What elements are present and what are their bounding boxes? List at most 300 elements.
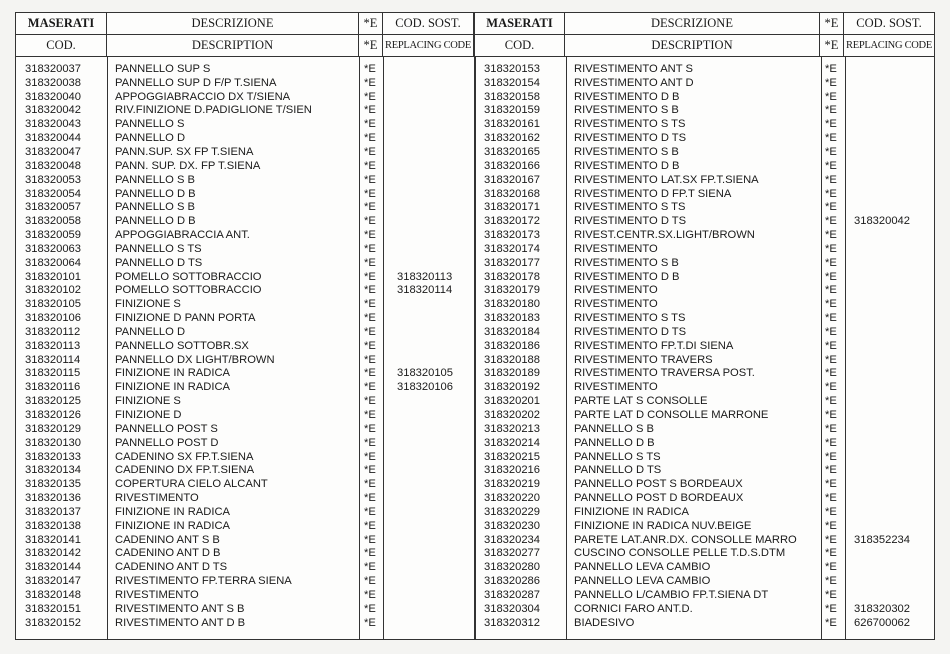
- part-code: 318320144: [25, 561, 81, 574]
- part-code: 318320312: [484, 616, 540, 629]
- table-row: [16, 284, 475, 298]
- part-description: RIVESTIMENTO TRAVERSA POST.: [574, 367, 755, 380]
- part-code: 318320063: [25, 242, 81, 255]
- e-marker: *E: [364, 325, 376, 338]
- table-row: [475, 104, 934, 118]
- table-header: [16, 13, 934, 57]
- table-row: [475, 367, 934, 381]
- part-code: 318320102: [25, 284, 81, 297]
- e-marker: *E: [825, 547, 837, 560]
- replacing-code: 318320302: [854, 602, 910, 615]
- header-replacing-code: REPLACING CODE: [383, 35, 475, 56]
- table-row: [475, 297, 934, 311]
- part-code: 318320213: [484, 422, 540, 435]
- part-description: RIVESTIMENTO D B: [574, 90, 680, 103]
- part-code: 318320159: [484, 104, 540, 117]
- part-code: 318320134: [25, 464, 81, 477]
- e-marker: *E: [364, 284, 376, 297]
- table-row: [475, 602, 934, 616]
- header-row-italian: [16, 13, 934, 35]
- e-marker: *E: [825, 395, 837, 408]
- table-row: [16, 408, 475, 422]
- e-marker: *E: [825, 505, 837, 518]
- e-marker: *E: [364, 173, 376, 186]
- part-code: 318320101: [25, 270, 81, 283]
- part-code: 318320154: [484, 76, 540, 89]
- table-row: [475, 560, 934, 574]
- table-row: [16, 574, 475, 588]
- part-description: PANNELLO D TS: [574, 464, 662, 477]
- part-code: 318320162: [484, 132, 540, 145]
- part-description: CADENINO DX FP.T.SIENA: [115, 464, 255, 477]
- table-row: [475, 117, 934, 131]
- e-marker: *E: [364, 353, 376, 366]
- table-row: [475, 588, 934, 602]
- part-code: 318320037: [25, 62, 81, 75]
- table-row: [475, 256, 934, 270]
- part-code: 318320040: [25, 90, 81, 103]
- table-row: [16, 173, 475, 187]
- header-e-en-2: *E: [820, 35, 844, 56]
- header-replacing-code-2: REPLACING CODE: [846, 40, 932, 51]
- e-marker: *E: [825, 90, 837, 103]
- e-marker: *E: [364, 215, 376, 228]
- table-row: [16, 145, 475, 159]
- part-description: RIVESTIMENTO: [574, 298, 658, 311]
- e-marker: *E: [825, 187, 837, 200]
- header-description: DESCRIPTION: [107, 35, 359, 56]
- e-marker: *E: [364, 588, 376, 601]
- table-row: [475, 187, 934, 201]
- table-row: [475, 311, 934, 325]
- part-description: RIV.FINIZIONE D.PADIGLIONE T/SIEN: [115, 104, 312, 117]
- table-row: [16, 297, 475, 311]
- e-marker: *E: [364, 201, 376, 214]
- e-marker: *E: [825, 353, 837, 366]
- part-description: RIVESTIMENTO: [574, 242, 658, 255]
- e-marker: *E: [364, 90, 376, 103]
- part-description: RIVESTIMENTO D TS: [574, 325, 687, 338]
- table-row: [475, 76, 934, 90]
- part-description: BIADESIVO: [574, 616, 635, 629]
- e-marker: *E: [364, 159, 376, 172]
- e-marker: *E: [364, 409, 376, 422]
- e-marker: *E: [825, 62, 837, 75]
- table-row: [475, 491, 934, 505]
- part-description: RIVESTIMENTO D TS: [574, 132, 687, 145]
- table-row: [475, 62, 934, 76]
- replacing-code: 318320042: [854, 215, 910, 228]
- part-code: 318320047: [25, 145, 81, 158]
- part-description: CADENINO ANT S B: [115, 533, 220, 546]
- e-marker: *E: [364, 270, 376, 283]
- part-code: 318320201: [484, 395, 540, 408]
- table-row: [475, 90, 934, 104]
- e-marker: *E: [825, 602, 837, 615]
- part-description: RIVESTIMENTO ANT D: [574, 76, 694, 89]
- table-row: [16, 505, 475, 519]
- table-row: [16, 228, 475, 242]
- part-description: CADENINO ANT D B: [115, 547, 221, 560]
- e-marker: *E: [364, 450, 376, 463]
- table-row: [16, 339, 475, 353]
- table-row: [16, 560, 475, 574]
- table-row: [475, 242, 934, 256]
- part-description: PANNELLO D B: [115, 187, 196, 200]
- header-e-en: *E: [359, 35, 383, 56]
- table-row: [16, 187, 475, 201]
- part-code: 318320057: [25, 201, 81, 214]
- table-row: [475, 547, 934, 561]
- table-row: [475, 159, 934, 173]
- part-code: 318320136: [25, 492, 81, 505]
- e-marker: *E: [825, 533, 837, 546]
- e-marker: *E: [364, 339, 376, 352]
- right-column-group: [475, 62, 934, 630]
- part-description: PANNELLO S B: [574, 422, 654, 435]
- part-code: 318320234: [484, 533, 540, 546]
- table-row: [16, 602, 475, 616]
- e-marker: *E: [364, 62, 376, 75]
- header-maserati: MASERATI: [16, 13, 107, 34]
- e-marker: *E: [825, 339, 837, 352]
- part-description: FINIZIONE IN RADICA: [115, 381, 230, 394]
- e-marker: *E: [825, 215, 837, 228]
- part-description: RIVESTIMENTO: [115, 492, 199, 505]
- e-marker: *E: [825, 201, 837, 214]
- table-row: [16, 256, 475, 270]
- part-code: 318320189: [484, 367, 540, 380]
- table-row: [16, 616, 475, 630]
- e-marker: *E: [825, 381, 837, 394]
- part-description: PANNELLO LEVA CAMBIO: [574, 575, 711, 588]
- part-code: 318320277: [484, 547, 540, 560]
- e-marker: *E: [364, 616, 376, 629]
- part-code: 318320168: [484, 187, 540, 200]
- part-description: RIVESTIMENTO TRAVERS: [574, 353, 713, 366]
- table-row: [475, 519, 934, 533]
- part-code: 318320148: [25, 588, 81, 601]
- part-code: 318320178: [484, 270, 540, 283]
- part-code: 318320152: [25, 616, 81, 629]
- e-marker: *E: [364, 505, 376, 518]
- part-code: 318320177: [484, 256, 540, 269]
- table-row: [475, 145, 934, 159]
- part-description: RIVESTIMENTO ANT D B: [115, 616, 246, 629]
- header-descrizione: DESCRIZIONE: [107, 13, 359, 34]
- part-description: PANNELLO SUP D F/P T.SIENA: [115, 76, 277, 89]
- table-row: [16, 436, 475, 450]
- table-row: [475, 533, 934, 547]
- replacing-code: 626700062: [854, 616, 910, 629]
- part-code: 318320214: [484, 436, 540, 449]
- e-marker: *E: [825, 270, 837, 283]
- e-marker: *E: [825, 298, 837, 311]
- part-description: RIVESTIMENTO LAT.SX FP.T.SIENA: [574, 173, 759, 186]
- table-row: [475, 477, 934, 491]
- table-body: [16, 62, 934, 630]
- header-descrizione-2: DESCRIZIONE: [565, 13, 820, 34]
- e-marker: *E: [364, 381, 376, 394]
- part-description: PANNELLO D: [115, 132, 186, 145]
- parts-table: [15, 12, 935, 640]
- table-row: [475, 353, 934, 367]
- part-description: CUSCINO CONSOLLE PELLE T.D.S.DTM: [574, 547, 786, 560]
- table-row: [475, 380, 934, 394]
- e-marker: *E: [364, 145, 376, 158]
- table-row: [475, 394, 934, 408]
- part-description: CADENINO SX FP.T.SIENA: [115, 450, 254, 463]
- table-row: [16, 394, 475, 408]
- part-code: 318320186: [484, 339, 540, 352]
- part-description: PANN.SUP. SX FP T.SIENA: [115, 145, 254, 158]
- table-row: [475, 325, 934, 339]
- table-row: [475, 422, 934, 436]
- e-marker: *E: [364, 533, 376, 546]
- e-marker: *E: [364, 436, 376, 449]
- part-code: 318320165: [484, 145, 540, 158]
- part-description: PANNELLO DX LIGHT/BROWN: [115, 353, 275, 366]
- table-row: [16, 131, 475, 145]
- part-code: 318320161: [484, 118, 540, 131]
- part-description: RIVESTIMENTO S B: [574, 256, 679, 269]
- part-code: 318320142: [25, 547, 81, 560]
- table-row: [16, 547, 475, 561]
- header-cod: COD.: [16, 35, 107, 56]
- part-code: 318320171: [484, 201, 540, 214]
- e-marker: *E: [825, 561, 837, 574]
- e-marker: *E: [364, 298, 376, 311]
- part-code: 318320116: [25, 381, 81, 394]
- e-marker: *E: [364, 422, 376, 435]
- e-marker: *E: [364, 104, 376, 117]
- e-marker: *E: [364, 492, 376, 505]
- part-description: RIVESTIMENTO ANT S: [574, 62, 693, 75]
- e-marker: *E: [825, 575, 837, 588]
- part-description: RIVESTIMENTO D B: [574, 159, 680, 172]
- table-row: [16, 62, 475, 76]
- table-row: [16, 422, 475, 436]
- part-description: FINIZIONE IN RADICA: [115, 505, 230, 518]
- part-description: RIVESTIMENTO D FP.T SIENA: [574, 187, 732, 200]
- e-marker: *E: [825, 492, 837, 505]
- table-row: [16, 325, 475, 339]
- part-description: CORNICI FARO ANT.D.: [574, 602, 693, 615]
- table-row: [16, 117, 475, 131]
- e-marker: *E: [825, 422, 837, 435]
- e-marker: *E: [825, 132, 837, 145]
- part-description: FINIZIONE D PANN PORTA: [115, 312, 256, 325]
- part-description: PANNELLO POST S: [115, 422, 218, 435]
- table-row: [475, 214, 934, 228]
- table-row: [16, 367, 475, 381]
- part-description: POMELLO SOTTOBRACCIO: [115, 284, 262, 297]
- part-code: 318320172: [484, 215, 540, 228]
- e-marker: *E: [364, 561, 376, 574]
- part-description: RIVESTIMENTO S TS: [574, 312, 686, 325]
- table-row: [475, 131, 934, 145]
- e-marker: *E: [825, 242, 837, 255]
- part-code: 318320053: [25, 173, 81, 186]
- part-description: RIVESTIMENTO S TS: [574, 118, 686, 131]
- header-row-english: [16, 35, 934, 57]
- e-marker: *E: [825, 118, 837, 131]
- part-code: 318320153: [484, 62, 540, 75]
- e-marker: *E: [825, 284, 837, 297]
- e-marker: *E: [364, 547, 376, 560]
- table-row: [16, 159, 475, 173]
- part-code: 318320105: [25, 298, 81, 311]
- header-e: *E: [359, 13, 383, 34]
- table-row: [16, 76, 475, 90]
- part-description: RIVESTIMENTO: [574, 381, 658, 394]
- part-description: PARTE LAT D CONSOLLE MARRONE: [574, 409, 769, 422]
- table-row: [475, 463, 934, 477]
- replacing-code: 318320106: [397, 381, 453, 394]
- header-maserati-2: MASERATI: [475, 13, 565, 34]
- part-code: 318320192: [484, 381, 540, 394]
- e-marker: *E: [364, 478, 376, 491]
- part-description: RIVESTIMENTO: [574, 284, 658, 297]
- header-cod-sost-2: COD. SOST.: [856, 16, 922, 30]
- table-row: [475, 284, 934, 298]
- header-cod-2: COD.: [475, 35, 565, 56]
- part-code: 318320219: [484, 478, 540, 491]
- e-marker: *E: [825, 519, 837, 532]
- e-marker: *E: [825, 325, 837, 338]
- e-marker: *E: [364, 118, 376, 131]
- table-row: [16, 450, 475, 464]
- part-code: 318320038: [25, 76, 81, 89]
- table-row: [16, 270, 475, 284]
- table-row: [16, 200, 475, 214]
- e-marker: *E: [364, 187, 376, 200]
- part-code: 318320133: [25, 450, 81, 463]
- part-code: 318320215: [484, 450, 540, 463]
- part-code: 318320129: [25, 422, 81, 435]
- part-description: PANNELLO POST S BORDEAUX: [574, 478, 743, 491]
- part-code: 318320179: [484, 284, 540, 297]
- part-description: RIVESTIMENTO ANT S B: [115, 602, 245, 615]
- part-code: 318320147: [25, 575, 81, 588]
- e-marker: *E: [364, 132, 376, 145]
- e-marker: *E: [364, 312, 376, 325]
- table-row: [16, 491, 475, 505]
- part-description: FINIZIONE S: [115, 298, 181, 311]
- part-code: 318320183: [484, 312, 540, 325]
- e-marker: *E: [364, 229, 376, 242]
- part-description: APPOGGIABRACCIO DX T/SIENA: [115, 90, 291, 103]
- e-marker: *E: [364, 242, 376, 255]
- table-row: [16, 242, 475, 256]
- replacing-code: 318320105: [397, 367, 453, 380]
- part-code: 318320106: [25, 312, 81, 325]
- e-marker: *E: [364, 464, 376, 477]
- e-marker: *E: [825, 409, 837, 422]
- part-description: RIVESTIMENTO S TS: [574, 201, 686, 214]
- part-description: FINIZIONE IN RADICA NUV.BEIGE: [574, 519, 752, 532]
- table-row: [16, 90, 475, 104]
- e-marker: *E: [364, 256, 376, 269]
- part-description: PANNELLO D: [115, 325, 186, 338]
- table-row: [475, 505, 934, 519]
- e-marker: *E: [825, 104, 837, 117]
- part-code: 318320216: [484, 464, 540, 477]
- table-row: [475, 200, 934, 214]
- part-description: PANNELLO S TS: [115, 242, 202, 255]
- table-row: [16, 588, 475, 602]
- table-row: [16, 214, 475, 228]
- part-code: 318320112: [25, 325, 81, 338]
- table-row: [16, 380, 475, 394]
- part-description: RIVESTIMENTO: [115, 588, 199, 601]
- part-code: 318320115: [25, 367, 81, 380]
- part-description: RIVESTIMENTO D TS: [574, 215, 687, 228]
- table-row: [475, 436, 934, 450]
- part-description: PANN. SUP. DX. FP T.SIENA: [115, 159, 261, 172]
- part-description: PANNELLO S: [115, 118, 185, 131]
- part-description: PANNELLO SOTTOBR.SX: [115, 339, 249, 352]
- part-code: 318320125: [25, 395, 81, 408]
- replacing-code: 318352234: [854, 533, 910, 546]
- part-code: 318320042: [25, 104, 81, 117]
- e-marker: *E: [825, 367, 837, 380]
- e-marker: *E: [825, 159, 837, 172]
- part-code: 318320141: [25, 533, 81, 546]
- part-description: PARETE LAT.ANR.DX. CONSOLLE MARRO: [574, 533, 797, 546]
- part-code: 318320220: [484, 492, 540, 505]
- part-description: FINIZIONE S: [115, 395, 181, 408]
- part-code: 318320059: [25, 229, 81, 242]
- part-description: CADENINO ANT D TS: [115, 561, 228, 574]
- part-code: 318320280: [484, 561, 540, 574]
- part-description: RIVESTIMENTO S B: [574, 145, 679, 158]
- part-code: 318320048: [25, 159, 81, 172]
- part-description: PANNELLO S TS: [574, 450, 661, 463]
- part-description: PANNELLO D B: [574, 436, 655, 449]
- replacing-code: 318320114: [397, 284, 453, 297]
- e-marker: *E: [825, 436, 837, 449]
- e-marker: *E: [364, 519, 376, 532]
- e-marker: *E: [825, 478, 837, 491]
- part-code: 318320174: [484, 242, 540, 255]
- part-description: RIVESTIMENTO D B: [574, 270, 680, 283]
- table-row: [475, 450, 934, 464]
- part-code: 318320158: [484, 90, 540, 103]
- e-marker: *E: [825, 76, 837, 89]
- table-row: [16, 104, 475, 118]
- e-marker: *E: [364, 575, 376, 588]
- part-code: 318320304: [484, 602, 540, 615]
- header-description-2: DESCRIPTION: [565, 35, 820, 56]
- e-marker: *E: [825, 256, 837, 269]
- table-row: [475, 173, 934, 187]
- part-description: FINIZIONE IN RADICA: [574, 505, 689, 518]
- table-row: [16, 463, 475, 477]
- part-code: 318320287: [484, 588, 540, 601]
- part-code: 318320229: [484, 505, 540, 518]
- e-marker: *E: [364, 367, 376, 380]
- e-marker: *E: [364, 602, 376, 615]
- header-cod-sost: COD. SOST.: [383, 13, 475, 34]
- part-description: FINIZIONE D: [115, 409, 182, 422]
- part-code: 318320167: [484, 173, 540, 186]
- part-description: PANNELLO SUP S: [115, 62, 211, 75]
- table-row: [475, 616, 934, 630]
- part-description: RIVESTIMENTO FP.T.DI SIENA: [574, 339, 734, 352]
- part-code: 318320114: [25, 353, 81, 366]
- part-description: PANNELLO POST D BORDEAUX: [574, 492, 744, 505]
